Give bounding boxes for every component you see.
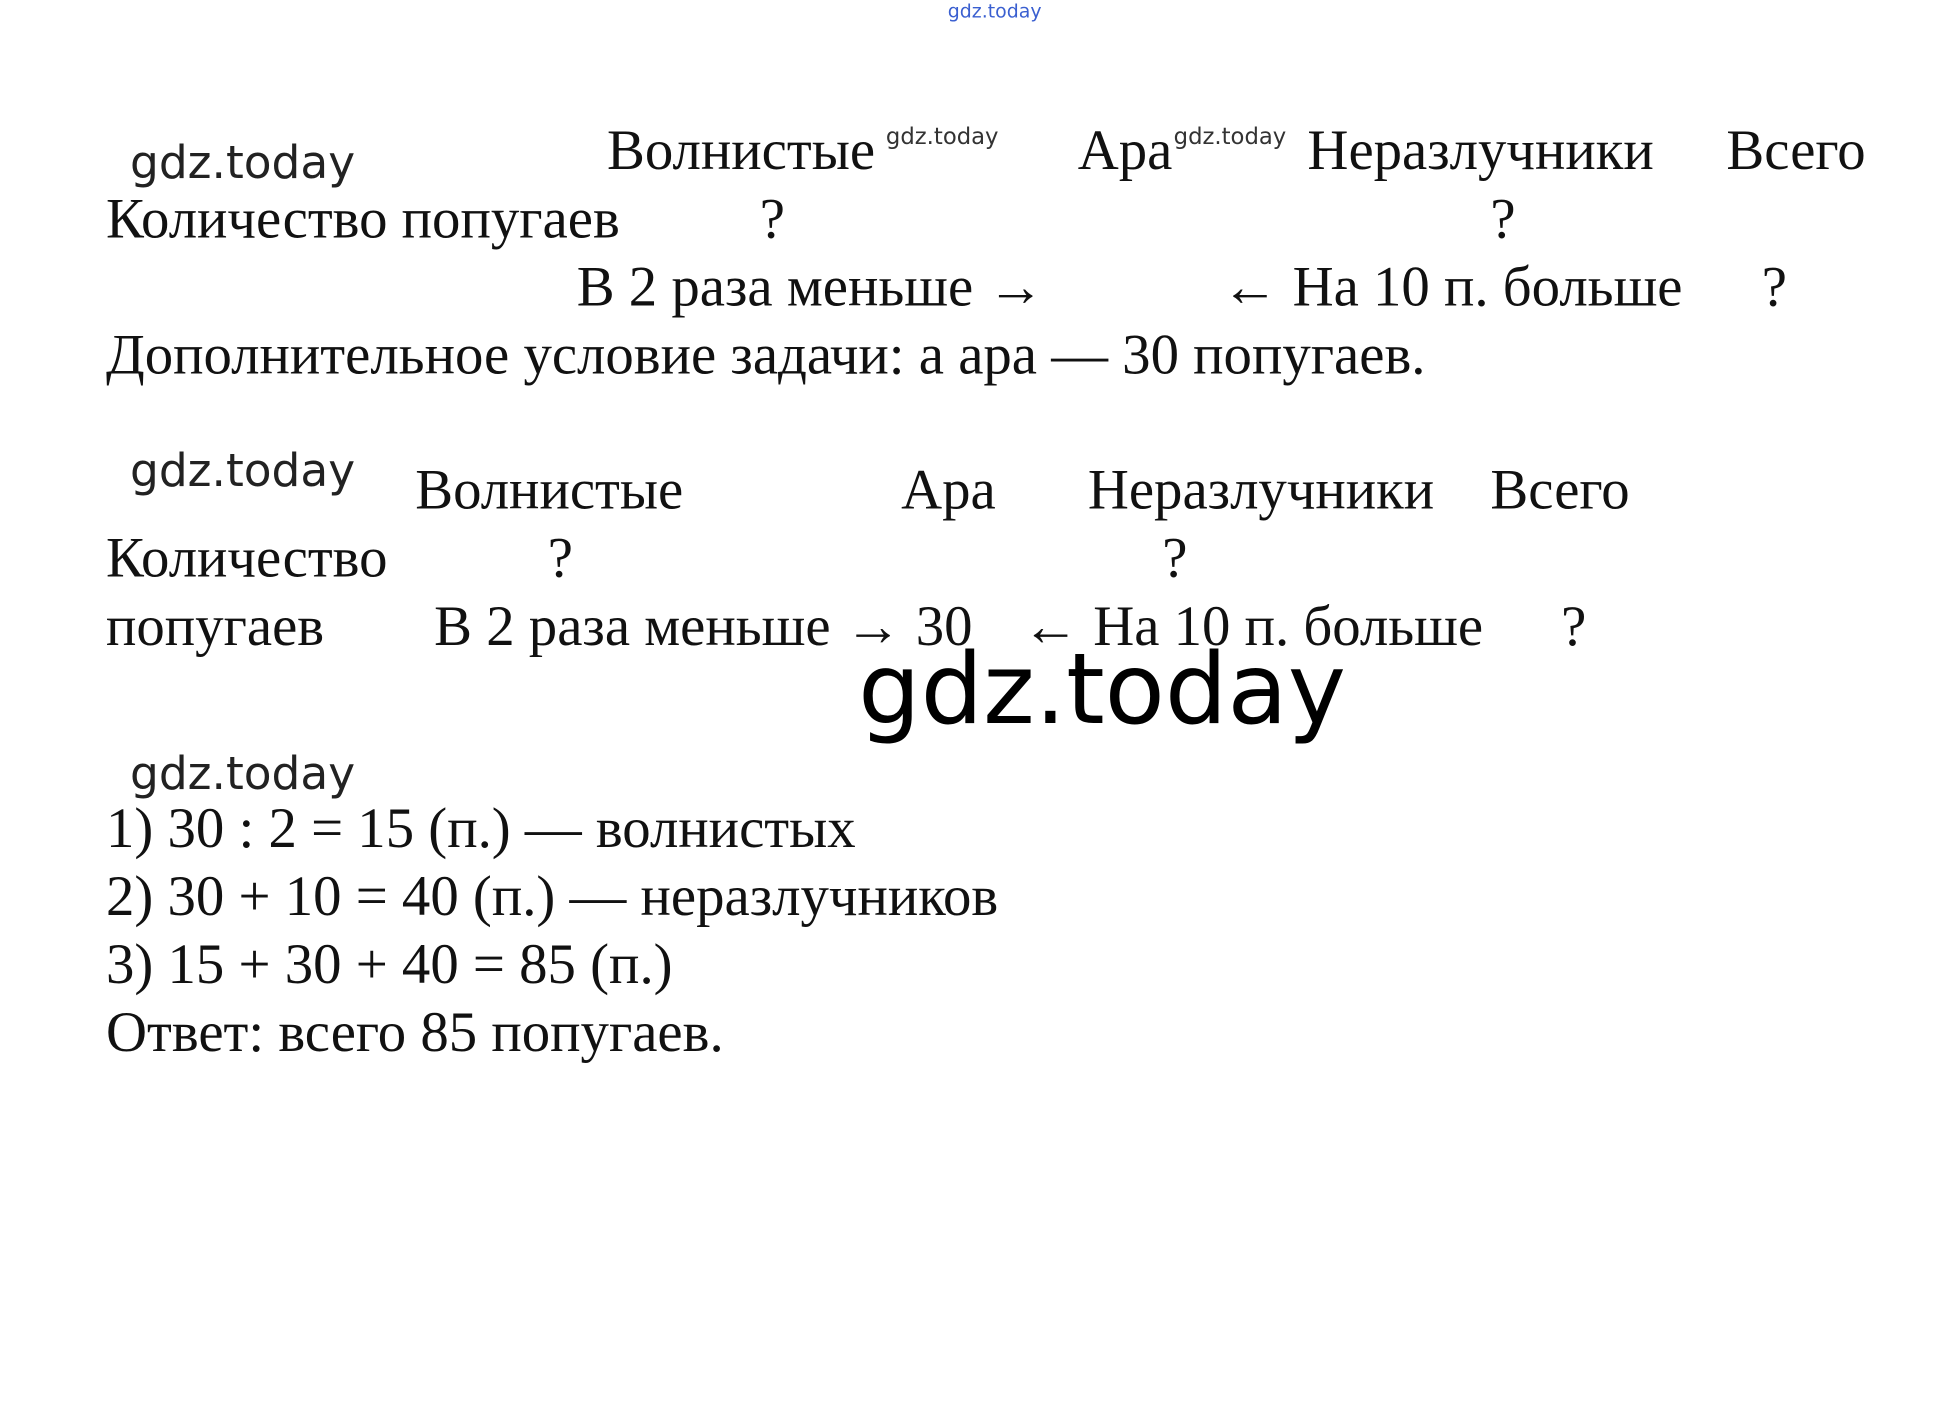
answer: Ответ: всего 85 попугаев. [106, 1000, 724, 1064]
row-label-line2: попугаев [106, 594, 325, 658]
header-ara: Ара [1077, 118, 1173, 182]
header-volnistye: Волнистые [607, 118, 876, 182]
solution-step-1: 1) 30 : 2 = 15 (п.) — волнистых [106, 796, 856, 860]
relation-right: ← На 10 п. больше [1221, 254, 1683, 319]
extra-condition: Дополнительное условие задачи: а ара — 30 попугаев. [106, 323, 1426, 387]
row-label-line1: Количество [106, 526, 388, 590]
watermark: gdz.today [129, 137, 356, 190]
watermark: gdz.today [885, 123, 999, 151]
header-ara: Ара [901, 458, 996, 522]
header-vsego: Всего [1726, 118, 1866, 182]
total-question-mark: ? [1561, 594, 1587, 658]
header-nerazluchniki: Неразлучники [1087, 458, 1435, 522]
question-mark: ? [759, 186, 785, 250]
header-vsego: Всего [1490, 458, 1630, 522]
question-mark: ? [547, 526, 573, 590]
row-label: Количество попугаев [106, 186, 620, 250]
header-volnistye: Волнистые [415, 458, 684, 522]
solution-step-3: 3) 15 + 30 + 40 = 85 (п.) [106, 932, 673, 996]
question-mark: ? [1490, 186, 1516, 250]
watermark: gdz.today [1173, 123, 1287, 151]
total-question-mark: ? [1761, 254, 1787, 319]
watermark-large: gdz.today [858, 633, 1346, 748]
relation-left: В 2 раза меньше → [576, 254, 1045, 319]
relation-left: В 2 раза меньше → 30 [434, 594, 973, 658]
watermark: gdz.today [129, 445, 356, 498]
header-nerazluchniki: Неразлучники [1307, 118, 1654, 182]
solution-step-2: 2) 30 + 10 = 40 (п.) — неразлучников [106, 864, 999, 928]
relation-right: ← На 10 п. больше [1022, 594, 1484, 658]
watermark-top: gdz.today [947, 0, 1042, 23]
watermark: gdz.today [129, 748, 356, 801]
question-mark: ? [1162, 526, 1188, 590]
